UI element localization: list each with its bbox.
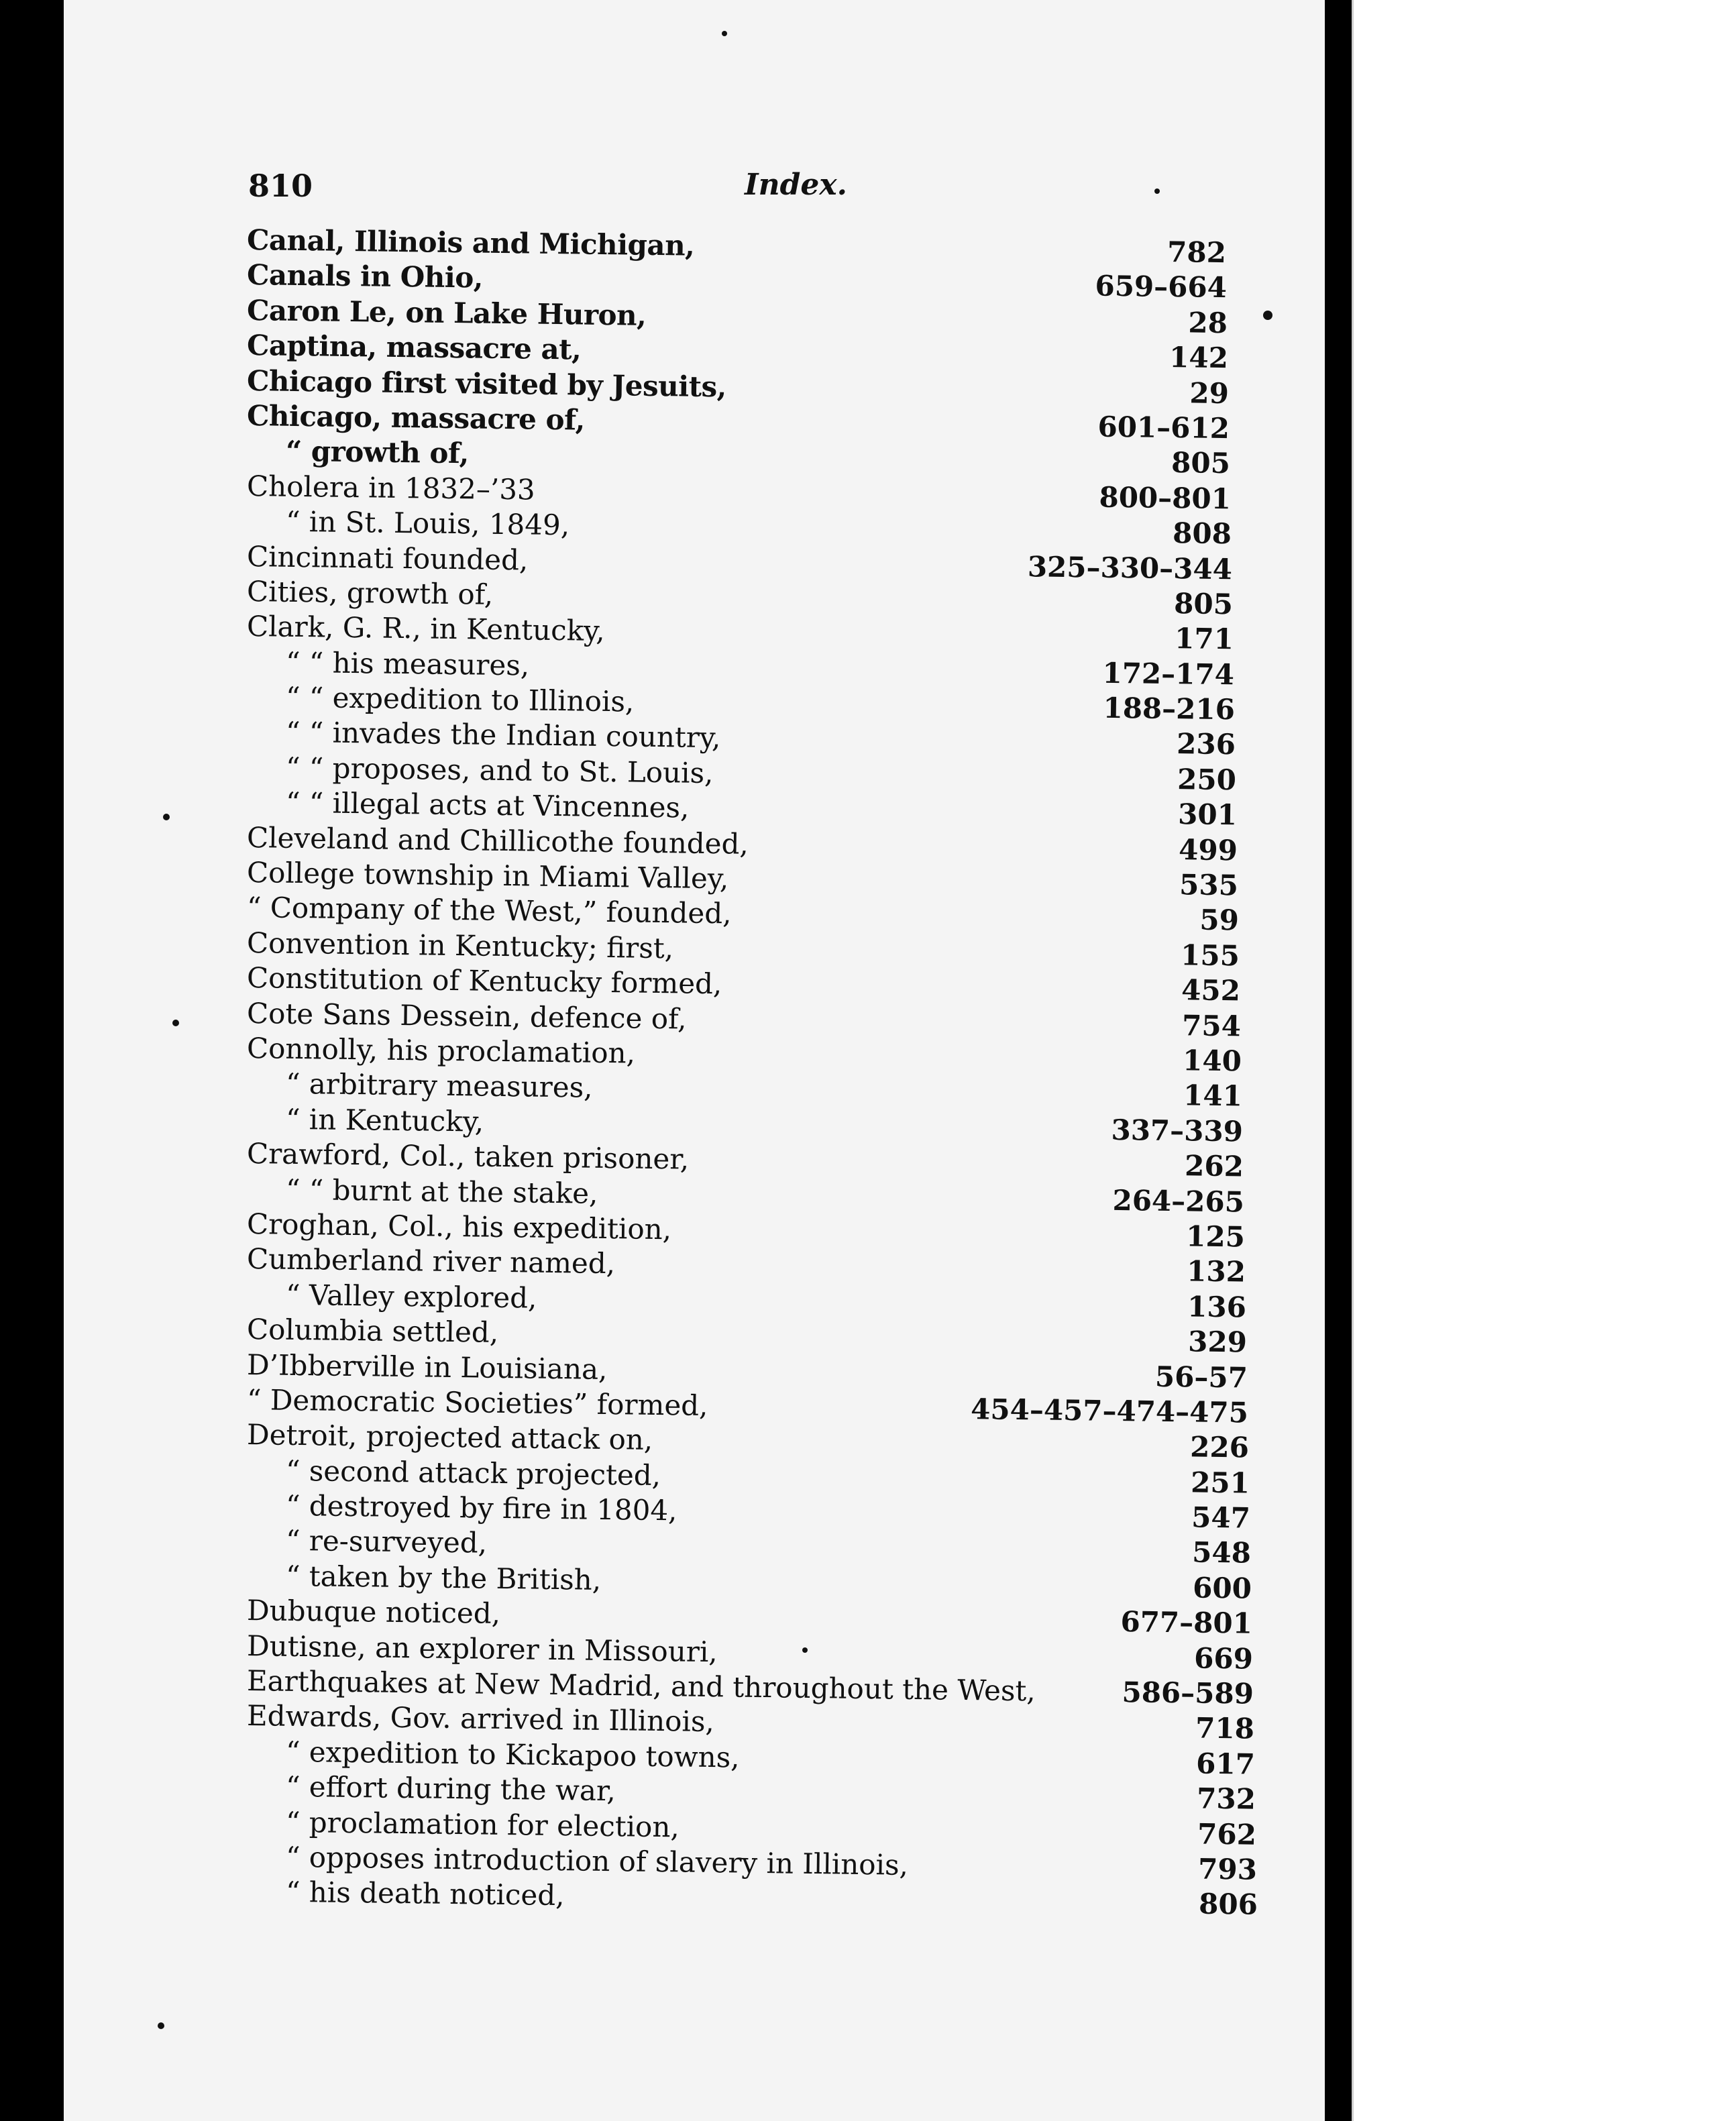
index-entry-text: “ in St. Louis, 1849, bbox=[285, 504, 570, 542]
index-entry-page: 141 bbox=[1183, 1079, 1243, 1113]
index-entry-page: 732 bbox=[1196, 1782, 1256, 1816]
index-entry-page: 171 bbox=[1174, 622, 1234, 656]
index-entry-page: 805 bbox=[1173, 587, 1234, 621]
index-entry-page: 56–57 bbox=[1154, 1360, 1248, 1395]
index-entry-text: “ “ expedition to Illinois, bbox=[285, 680, 635, 718]
index-entry-page: 226 bbox=[1189, 1430, 1250, 1464]
index-entry-text: “ second attack projected, bbox=[285, 1454, 661, 1492]
index-entry-text: “ Democratic Societies” formed, bbox=[246, 1382, 708, 1422]
index-entry-text: Cities, growth of, bbox=[246, 574, 494, 611]
index-entry-text: Cote Sans Dessein, defence of, bbox=[246, 996, 687, 1036]
index-entry-text: “ re-surveyed, bbox=[285, 1524, 488, 1560]
index-entry-page: 59 bbox=[1199, 904, 1240, 937]
index-entry-page: 805 bbox=[1171, 446, 1231, 480]
index-entry-text: “ arbitrary measures, bbox=[285, 1067, 593, 1105]
index-entry-text: Columbia settled, bbox=[246, 1313, 499, 1350]
index-entry-text: “ effort during the war, bbox=[285, 1770, 616, 1808]
index-entry-page: 142 bbox=[1169, 341, 1229, 375]
index-entry-text: “ expedition to Kickapoo towns, bbox=[285, 1735, 740, 1774]
index-entry-text: Edwards, Gov. arrived in Illinois, bbox=[246, 1699, 715, 1739]
index-entry-page: 125 bbox=[1185, 1219, 1246, 1254]
adjacent-blank-page bbox=[1352, 0, 1736, 2121]
index-entry-text: Connolly, his proclamation, bbox=[246, 1031, 636, 1070]
index-entry-text: “ in Kentucky, bbox=[285, 1102, 484, 1138]
index-entry-page: 499 bbox=[1178, 832, 1238, 867]
index-entry-page: 251 bbox=[1190, 1466, 1250, 1500]
index-entries bbox=[246, 223, 1258, 1922]
book-spine-shadow bbox=[1325, 0, 1352, 2121]
index-entry-page: 535 bbox=[1179, 868, 1239, 902]
index-entry-page: 677–801 bbox=[1120, 1605, 1253, 1640]
index-entry-page: 718 bbox=[1195, 1711, 1255, 1746]
index-entry-page: 264–265 bbox=[1112, 1183, 1245, 1219]
index-entry-text: Cumberland river named, bbox=[246, 1242, 616, 1281]
index-entry-page: 136 bbox=[1187, 1290, 1247, 1324]
index-entry-page: 669 bbox=[1193, 1641, 1254, 1676]
index-entry-page: 329 bbox=[1187, 1325, 1248, 1359]
index-entry-text: “ “ illegal acts at Vincennes, bbox=[285, 786, 690, 824]
index-entry-page: 29 bbox=[1189, 376, 1230, 410]
index-entry-text: “ “ burnt at the stake, bbox=[285, 1173, 598, 1210]
index-entry-page: 262 bbox=[1184, 1149, 1244, 1183]
index-entry-text: Chicago, massacre of, bbox=[246, 398, 586, 437]
index-entry-page: 172–174 bbox=[1102, 656, 1235, 691]
index-entry-text: “ opposes introduction of slavery in Illinois, bbox=[285, 1840, 909, 1882]
index-entry-text: Dutisne, an explorer in Missouri, bbox=[246, 1629, 718, 1668]
index-entry-text: “ destroyed by fire in 1804, bbox=[285, 1488, 677, 1527]
index-entry-text: College township in Miami Valley, bbox=[246, 856, 729, 895]
index-entry-page: 754 bbox=[1181, 1008, 1242, 1042]
index-entry-page: 452 bbox=[1181, 973, 1241, 1008]
index-entry-text: Earthquakes at New Madrid, and throughout the West, bbox=[246, 1664, 1036, 1708]
index-entry-page: 600 bbox=[1192, 1571, 1252, 1605]
index-entry-page: 617 bbox=[1195, 1747, 1256, 1781]
index-entry-page: 132 bbox=[1186, 1254, 1246, 1289]
index-entry-text: “ his death noticed, bbox=[285, 1875, 565, 1912]
index-entry-text: D’Ibberville in Louisiana, bbox=[246, 1348, 608, 1386]
index-entry-text: Canals in Ohio, bbox=[246, 258, 484, 294]
index-entry-text: Detroit, projected attack on, bbox=[246, 1418, 653, 1457]
index-entry-text: Cincinnati founded, bbox=[246, 539, 529, 577]
index-entry-text: Dubuque noticed, bbox=[246, 1594, 501, 1631]
index-entry-page: 140 bbox=[1182, 1044, 1242, 1078]
index-entry-page: 808 bbox=[1172, 516, 1232, 551]
index-entry-page: 28 bbox=[1188, 306, 1228, 339]
index-entry-text: Cholera in 1832–’33 bbox=[246, 469, 536, 506]
index-entry-text: Croghan, Col., his expedition, bbox=[246, 1207, 672, 1246]
index-entry-page: 547 bbox=[1191, 1501, 1251, 1535]
index-entry-page: 601–612 bbox=[1097, 410, 1230, 445]
index-entry-text: Convention in Kentucky; first, bbox=[246, 926, 674, 965]
index-entry-page: 806 bbox=[1198, 1887, 1258, 1922]
index-entry-text: Clark, G. R., in Kentucky, bbox=[246, 610, 605, 648]
index-entry-page: 800–801 bbox=[1099, 480, 1232, 515]
index-entry-text: Caron Le, on Lake Huron, bbox=[246, 293, 647, 332]
index-entry-text: Crawford, Col., taken prisoner, bbox=[246, 1137, 690, 1176]
index-entry-page: 301 bbox=[1177, 798, 1238, 832]
index-entry-text: “ “ proposes, and to St. Louis, bbox=[285, 751, 714, 790]
index-entry-page: 325–330–344 bbox=[1027, 549, 1233, 586]
scan-left-margin bbox=[0, 0, 64, 2121]
index-entry-text: “ “ his measures, bbox=[285, 645, 530, 682]
index-entry-page: 250 bbox=[1177, 763, 1237, 797]
index-entry-text: “ proclamation for election, bbox=[285, 1805, 680, 1844]
page-number: 810 bbox=[248, 168, 313, 204]
index-entry-text: Constitution of Kentucky formed, bbox=[246, 961, 722, 1001]
index-entry-text: “ Company of the West,” founded, bbox=[246, 891, 732, 930]
index-entry-page: 337–339 bbox=[1111, 1113, 1244, 1148]
index-entry-text: Cleveland and Chillicothe founded, bbox=[246, 820, 749, 861]
index-entry-text: Captina, massacre at, bbox=[246, 329, 582, 366]
index-entry-page: 548 bbox=[1191, 1535, 1252, 1570]
index-entry-text: “ growth of, bbox=[285, 435, 470, 470]
index-entry-text: “ Valley explored, bbox=[285, 1278, 537, 1315]
index-entry-text: “ “ invades the Indian country, bbox=[285, 716, 721, 755]
index-entry-page: 236 bbox=[1176, 727, 1236, 761]
index-entry-page: 155 bbox=[1180, 938, 1240, 973]
index-entry-text: “ taken by the British, bbox=[285, 1559, 602, 1596]
running-head bbox=[248, 168, 1201, 208]
index-entry-page: 188–216 bbox=[1103, 691, 1236, 726]
index-entry-page: 762 bbox=[1197, 1817, 1257, 1851]
index-entry-page: 782 bbox=[1167, 235, 1227, 270]
index-entry-text: Canal, Illinois and Michigan, bbox=[246, 223, 695, 262]
index-entry-page: 659–664 bbox=[1095, 269, 1228, 305]
page-heading: Index. bbox=[745, 168, 847, 202]
index-entry-text: Chicago first visited by Jesuits, bbox=[246, 364, 727, 403]
index-entry-page: 454–457–474–475 bbox=[970, 1393, 1249, 1429]
index-entry-page: 586–589 bbox=[1122, 1676, 1254, 1710]
index-entry-page: 793 bbox=[1197, 1852, 1258, 1886]
